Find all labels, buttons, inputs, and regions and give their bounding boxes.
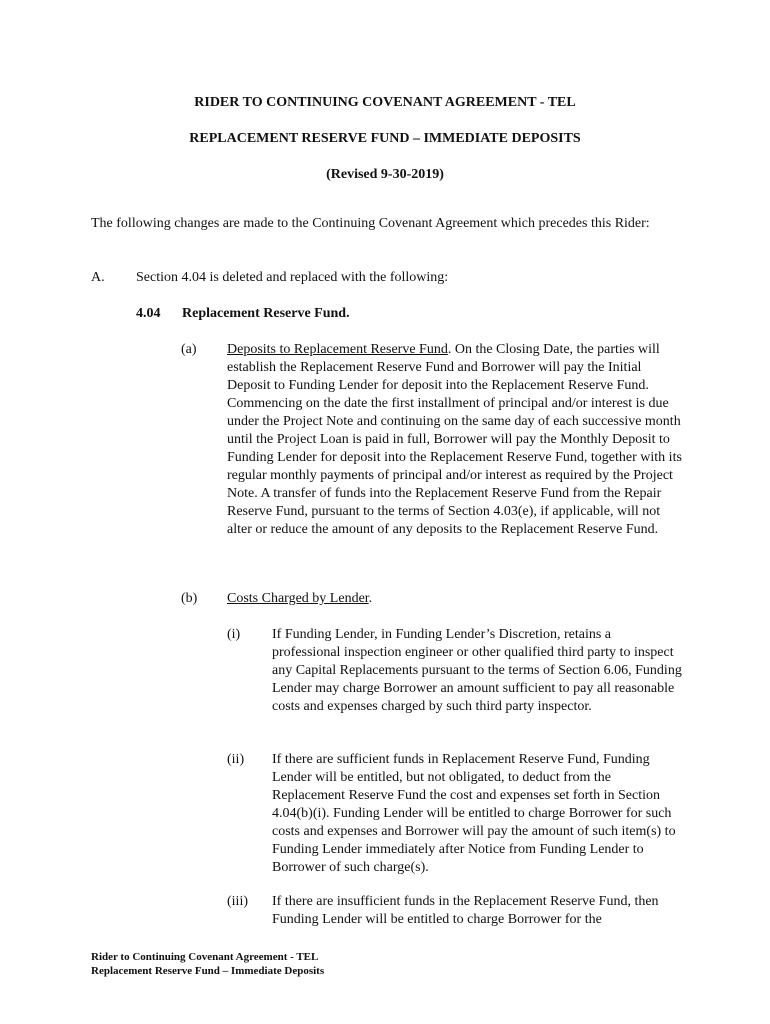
item-b-label: (b)	[181, 591, 198, 606]
item-a-body: . On the Closing Date, the parties will establish the Replacement Reserve Fund and Borrower will pay the Initial Deposit to Funding Lender for deposit into the Replacement Reserve Fund. Commencing on the date the first installment of principal and/or interest is due under the Project Note and continuing on the same day of each successive month until the Project Loan is paid in full, Borrower will pay the Monthly Deposit to Funding Lender for deposit into the Replacement Reserve Fund, together with its regular monthly payments of principal and/or interest as required by the Project Note. A transfer of funds into the Replacement Reserve Fund from the Repair Reserve Fund, pursuant to the terms of Section 4.03(e), if applicable, will not alter or reduce the amount of any deposits to the Replacement Reserve Fund.	[227, 342, 682, 537]
footer-line-1: Rider to Continuing Covenant Agreement - TEL	[91, 951, 319, 963]
item-b-heading: Costs Charged by Lender	[227, 591, 369, 606]
document-title: RIDER TO CONTINUING COVENANT AGREEMENT - TEL	[194, 95, 576, 110]
item-a-label: (a)	[181, 342, 197, 357]
section-a-label: A.	[91, 270, 105, 285]
item-b-i-label: (i)	[227, 627, 241, 642]
document-revision: (Revised 9-30-2019)	[326, 167, 444, 182]
item-a-heading: Deposits to Replacement Reserve Fund	[227, 342, 448, 357]
item-b-i-text: If Funding Lender, in Funding Lender’s Discretion, retains a professional inspection engineer or other qualified third party to inspect any Capital Replacements pursuant to the terms of Section 6.06, Funding Lender may charge Borrower an amount sufficient to pay all reasonable costs and expenses charged by such third party inspector.	[272, 627, 682, 714]
item-b-tail: .	[368, 591, 373, 606]
document-subtitle: REPLACEMENT RESERVE FUND – IMMEDIATE DEPOSITS	[189, 131, 581, 146]
section-404-title: Replacement Reserve Fund.	[182, 306, 350, 321]
page-footer	[91, 950, 324, 978]
intro-paragraph: The following changes are made to the Continuing Covenant Agreement which precedes this Rider:	[91, 216, 650, 231]
item-b-paragraph	[227, 590, 372, 608]
item-b-ii-label: (ii)	[227, 752, 245, 767]
item-b-iii-text: If there are insufficient funds in the Replacement Reserve Fund, then Funding Lender will be entitled to charge Borrower for the	[272, 894, 659, 927]
section-a-text: Section 4.04 is deleted and replaced with the following:	[136, 270, 449, 285]
footer-line-2: Replacement Reserve Fund – Immediate Deposits	[91, 965, 325, 977]
section-404-number: 4.04	[136, 306, 161, 321]
item-b-ii-text: If there are sufficient funds in Replacement Reserve Fund, Funding Lender will be entitled, but not obligated, to deduct from the Replacement Reserve Fund the cost and expenses set forth in Section 4.04(b)(i). Funding Lender will be entitled to charge Borrower for such costs and expenses and Borrower will pay the amount of such item(s) to Funding Lender immediately after Notice from Funding Lender to Borrower of such charge(s).	[272, 752, 676, 875]
item-b-iii-label: (iii)	[227, 894, 248, 909]
item-a-paragraph	[227, 341, 687, 539]
